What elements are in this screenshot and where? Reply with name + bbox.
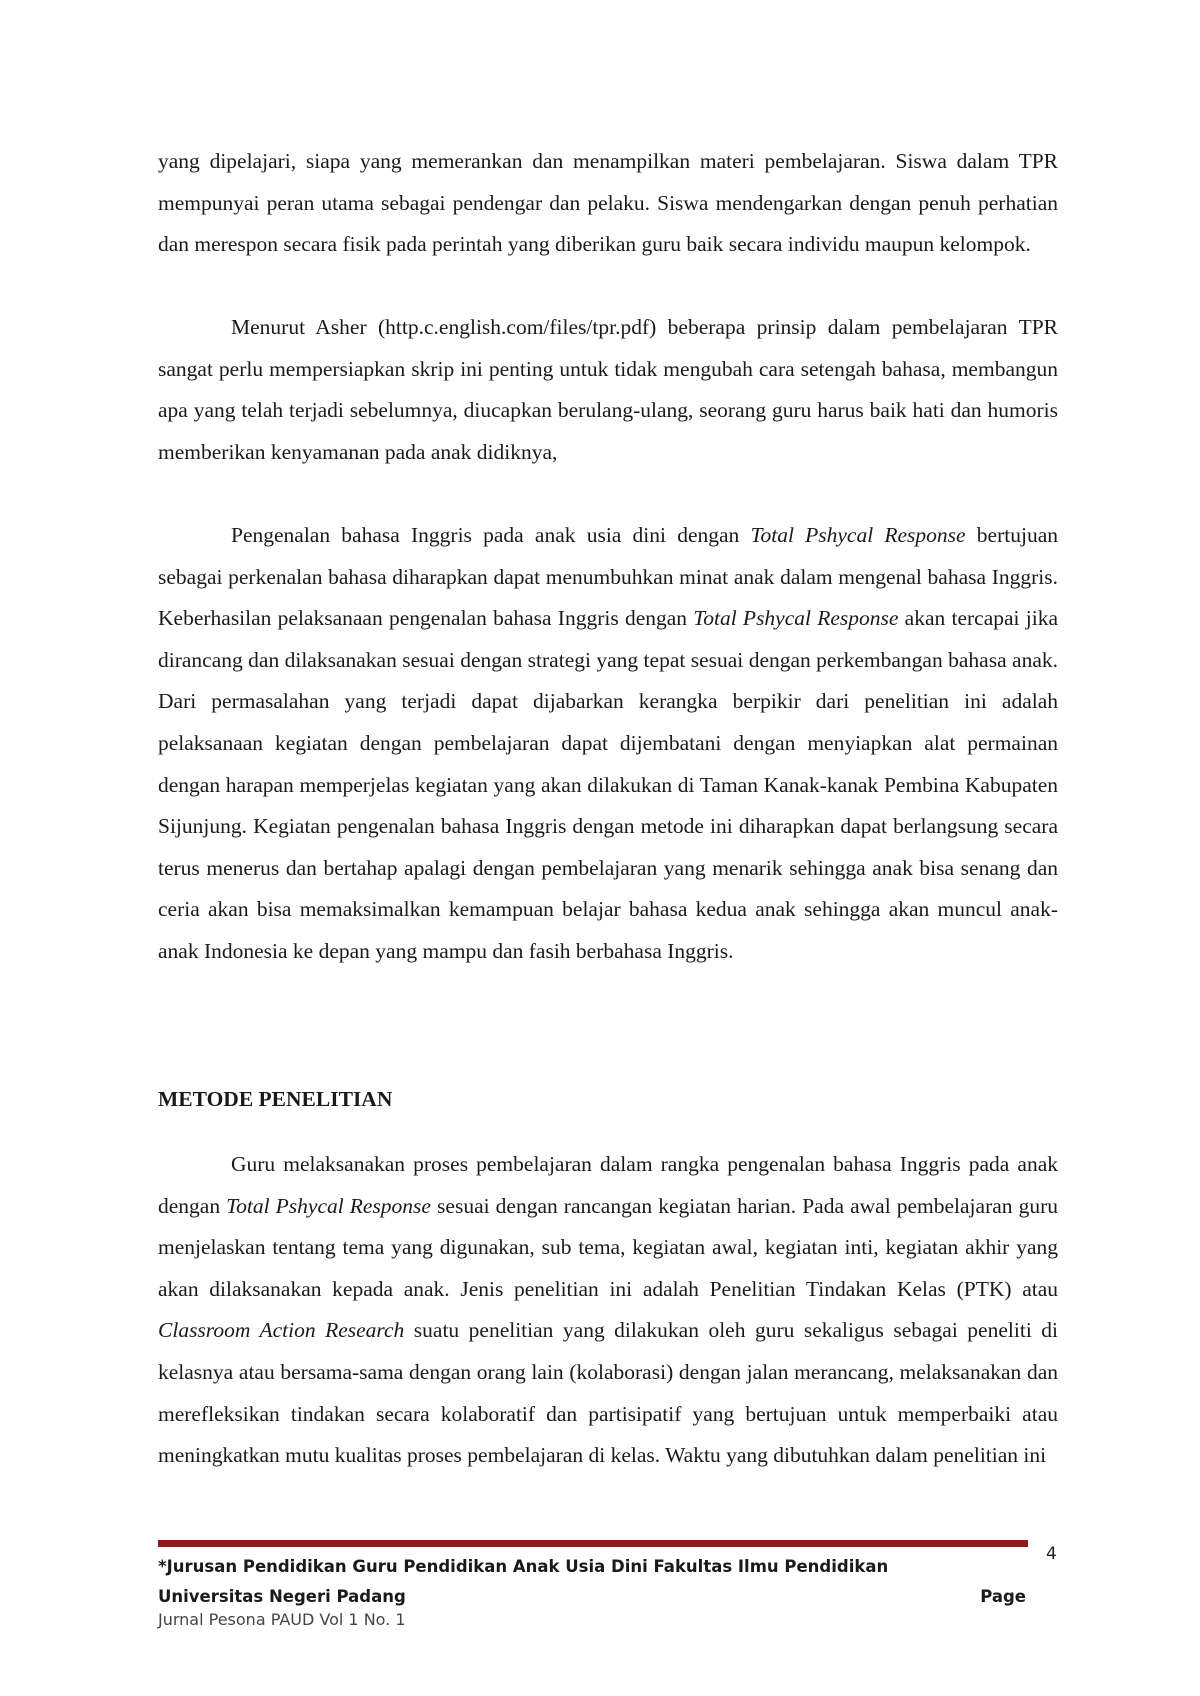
italic-term: Total Pshycal Response <box>693 606 899 631</box>
footer-affiliation <box>158 1552 1038 1612</box>
italic-term: Total Pshycal Response <box>226 1193 431 1218</box>
italic-term: Total Pshycal Response <box>750 523 966 547</box>
journal-name: Jurnal Pesona PAUD Vol 1 No. 1 <box>158 1610 406 1629</box>
section-heading: METODE PENELITIAN <box>158 1087 393 1111</box>
paragraph-continuation: yang dipelajari, siapa yang memerankan dan menampilkan materi pembelajaran. Siswa dalam TPR mempunyai peran utama sebagai pendengar dan pelaku. Siswa mendengarkan dengan penuh perhatian dan merespon secara fisik pada perintah yang diberikan guru baik secara individu maupun kelompok. <box>158 149 1058 257</box>
page-label: Page <box>980 1587 1026 1606</box>
document-page <box>158 0 1058 1696</box>
text-run: Pengenalan bahasa Inggris pada anak usia dini dengan <box>231 523 751 547</box>
text-run: suatu penelitian yang dilakukan oleh guru sekaligus sebagai peneliti di kelasnya atau bersama-sama dengan orang lain (kolaborasi) dengan jalan merancang, melaksanakan dan merefleksikan tindakan secara kolaboratif dan partisipatif yang bertujuan untuk memperbaiki atau meningkatkan mutu kualitas proses pembelajaran di kelas. Waktu yang dibutuhkan dalam penelitian ini <box>158 1318 1058 1468</box>
footer-divider <box>158 1540 1028 1547</box>
italic-term: Classroom Action Research <box>158 1318 405 1343</box>
affiliation-line-2-row <box>158 1582 1026 1612</box>
text-run: sesuai dengan rancangan kegiatan harian. Pada awal pembelajaran guru menjelaskan tentang tema yang digunakan, sub tema, kegiatan awal, kegiatan inti, kegiatan akhir yang akan dilaksanakan kepada anak. Jenis penelitian ini adalah Penelitian Tindakan Kelas (PTK) atau <box>158 1193 1058 1301</box>
paragraph-introduction-tpr <box>158 515 1058 973</box>
paragraph-method <box>158 1144 1058 1477</box>
page-number: 4 <box>1046 1544 1057 1564</box>
affiliation-line-1: *Jurusan Pendidikan Guru Pendidikan Anak Usia Dini Fakultas Ilmu Pendidikan <box>158 1557 889 1576</box>
paragraph-asher-principles: Menurut Asher (http.c.english.com/files/tpr.pdf) beberapa prinsip dalam pembelajaran TPR sangat perlu mempersiapkan skrip ini penting untuk tidak mengubah cara setengah bahasa, membangun apa yang telah terjadi sebelumnya, diucapkan berulang-ulang, seorang guru harus baik hati dan humoris memberikan kenyamanan pada anak didiknya, <box>158 315 1058 464</box>
affiliation-line-2: Universitas Negeri Padang <box>158 1587 406 1606</box>
text-run: Guru melaksanakan proses pembelajaran dalam rangka pengenalan bahasa Inggris pada anak dengan <box>158 1152 1058 1218</box>
text-run: akan tercapai jika dirancang dan dilaksanakan sesuai dengan strategi yang tepat sesuai dengan perkembangan bahasa anak. Dari permasalahan yang terjadi dapat dijabarkan kerangka berpikir dari penelitian ini adalah pelaksanaan kegiatan dengan pembelajaran dapat dijembatani dengan menyiapkan alat permainan dengan harapan memperjelas kegiatan yang akan dilakukan di Taman Kanak-kanak Pembina Kabupaten Sijunjung. Kegiatan pengenalan bahasa Inggris dengan metode ini diharapkan dapat berlangsung secara terus menerus dan bertahap apalagi dengan pembelajaran yang menarik sehingga anak bisa senang dan ceria akan bisa memaksimalkan kemampuan belajar bahasa kedua anak sehingga akan muncul anak-anak Indonesia ke depan yang mampu dan fasih berbahasa Inggris. <box>158 606 1058 963</box>
text-run: bertujuan sebagai perkenalan bahasa diharapkan dapat menumbuhkan minat anak dalam mengenal bahasa Inggris. Keberhasilan pelaksanaan pengenalan bahasa Inggris dengan <box>158 523 1058 631</box>
